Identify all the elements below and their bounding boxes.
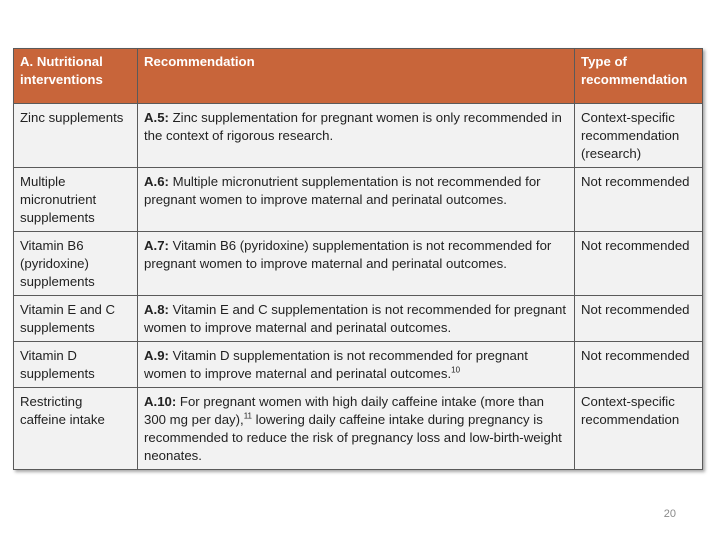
footnote-marker: 11 bbox=[243, 411, 253, 421]
type-cell: Not recommended bbox=[575, 342, 703, 388]
recommendation-cell bbox=[138, 168, 575, 232]
recommendation-code: A.8: bbox=[144, 302, 169, 317]
recommendation-text: Vitamin B6 (pyridoxine) supplementation is not recommended for pregnant women to improve maternal and perinatal outcomes. bbox=[144, 238, 552, 271]
table-row bbox=[14, 232, 703, 296]
intervention-cell: Zinc supplements bbox=[14, 104, 138, 168]
recommendations-table bbox=[13, 48, 703, 470]
header-interventions: A. Nutritional interventions bbox=[14, 49, 138, 104]
table-row bbox=[14, 388, 703, 470]
type-cell: Context-specific recommendation bbox=[575, 388, 703, 470]
footnote-marker: 10 bbox=[451, 365, 461, 375]
table-row bbox=[14, 104, 703, 168]
header-recommendation: Recommendation bbox=[138, 49, 575, 104]
recommendation-text: Multiple micronutrient supplementation is not recommended for pregnant women to improve maternal and perinatal outcomes. bbox=[144, 174, 541, 207]
recommendation-cell bbox=[138, 388, 575, 470]
recommendation-text: For pregnant women with high daily caffeine intake (more than 300 mg per day), bbox=[144, 394, 544, 427]
recommendation-text-continued: lowering daily caffeine intake during pregnancy is recommended to reduce the risk of pregnancy loss and low-birth-weight neonates. bbox=[144, 412, 562, 463]
header-type: Type of recommendation bbox=[575, 49, 703, 104]
recommendation-cell bbox=[138, 104, 575, 168]
recommendation-code: A.6: bbox=[144, 174, 169, 189]
intervention-cell: Vitamin E and C supplements bbox=[14, 296, 138, 342]
intervention-cell: Restricting caffeine intake bbox=[14, 388, 138, 470]
table-row bbox=[14, 296, 703, 342]
intervention-cell: Vitamin B6 (pyridoxine) supplements bbox=[14, 232, 138, 296]
table-row bbox=[14, 168, 703, 232]
recommendation-cell bbox=[138, 342, 575, 388]
intervention-cell: Vitamin D supplements bbox=[14, 342, 138, 388]
type-cell: Not recommended bbox=[575, 232, 703, 296]
recommendation-text: Zinc supplementation for pregnant women is only recommended in the context of rigorous research. bbox=[144, 110, 562, 143]
recommendation-cell bbox=[138, 296, 575, 342]
page-number: 20 bbox=[663, 508, 676, 520]
recommendation-cell bbox=[138, 232, 575, 296]
recommendation-code: A.10: bbox=[144, 394, 177, 409]
type-cell: Not recommended bbox=[575, 168, 703, 232]
intervention-cell: Multiple micronutrient supplements bbox=[14, 168, 138, 232]
table-header-row bbox=[14, 49, 703, 104]
recommendation-code: A.9: bbox=[144, 348, 169, 363]
recommendation-code: A.5: bbox=[144, 110, 169, 125]
recommendation-text: Vitamin E and C supplementation is not recommended for pregnant women to improve maternal and perinatal outcomes. bbox=[144, 302, 566, 335]
recommendation-text: Vitamin D supplementation is not recommended for pregnant women to improve maternal and perinatal outcomes. bbox=[144, 348, 528, 381]
table-row bbox=[14, 342, 703, 388]
type-cell: Not recommended bbox=[575, 296, 703, 342]
type-cell: Context-specific recommendation (research) bbox=[575, 104, 703, 168]
recommendation-code: A.7: bbox=[144, 238, 169, 253]
